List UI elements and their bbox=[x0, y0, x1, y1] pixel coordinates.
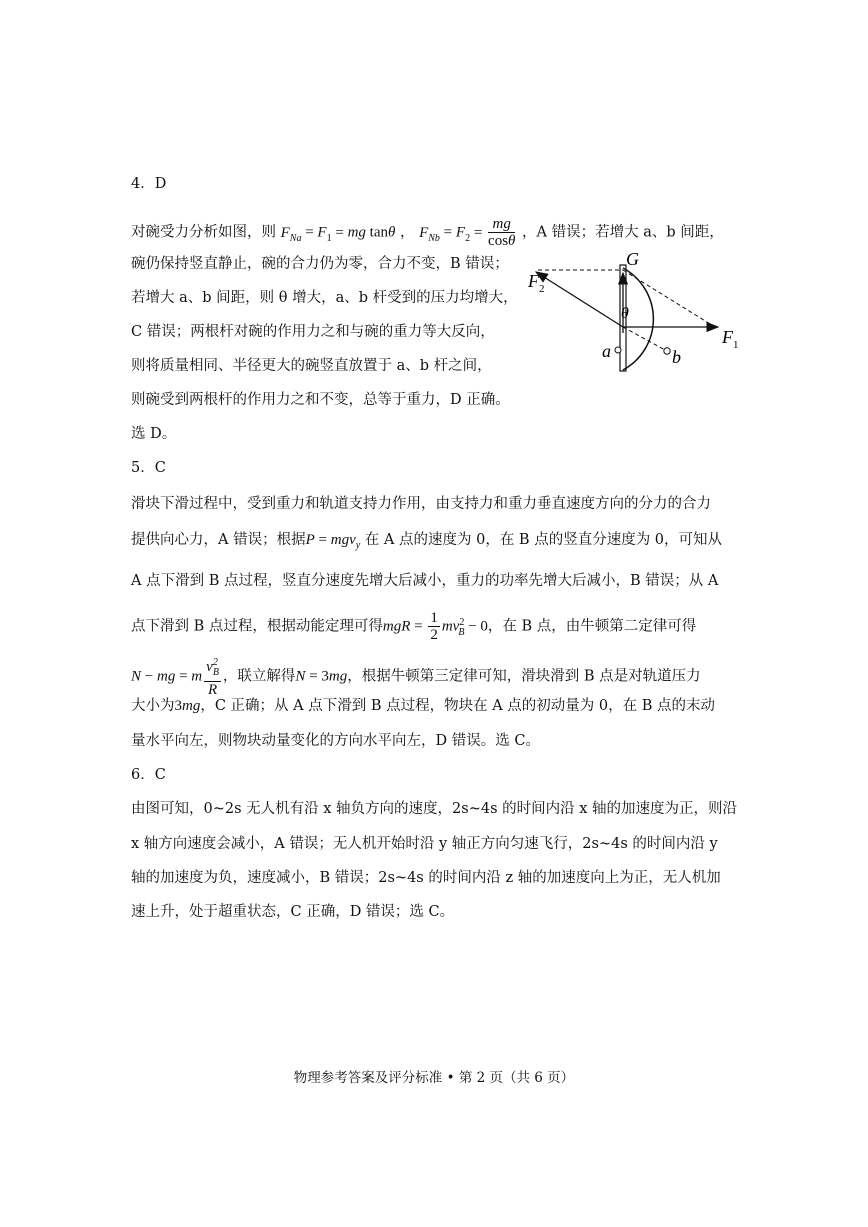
q5-line-3: A 点下滑到 B 点过程，竖直分速度先增大后减小，重力的功率先增大后减小，B 错误；从 A bbox=[131, 573, 719, 589]
q6-line-4: 速上升，处于超重状态，C 正确，D 错误；选 C。 bbox=[131, 904, 455, 920]
q6-line-1: 由图可知，0~2s 无人机有沿 x 轴负方向的速度，2s~4s 的时间内沿 x 轴的加速度为正，则沿 bbox=[131, 801, 738, 817]
point-a bbox=[615, 347, 621, 353]
q4-line-1: 对碗受力分析如图，则 $F_{Na} = F_1$ = mg tanθ ， $F_{Nb} = F_2$ = $\frac{mg}{\cos\theta}$ ，A 错误；若增大 a、b 间距， bbox=[131, 216, 724, 249]
label-a: a bbox=[602, 341, 611, 361]
label-f2: $F_2$ bbox=[528, 271, 545, 295]
q6-heading: 6．C bbox=[131, 767, 166, 783]
q5-heading: 5．C bbox=[131, 460, 166, 476]
q4-line-5: 则将质量相同、半径更大的碗竖直放置于 a、b 杆之间， bbox=[131, 358, 492, 374]
q5-line-6: 大小为3mg，C 正确；从 A 点下滑到 B 点过程，物块在 A 点的初动量为 0，在 B 点的末动 bbox=[131, 698, 716, 714]
q4-line-7: 选 D。 bbox=[131, 426, 177, 442]
dash-right bbox=[623, 270, 715, 327]
q5-line-4: 点下滑到 B 点过程，根据动能定理可得mgR = $\frac{1}{2}$ $mv^2_B - 0$，在 B 点，由牛顿第二定律可得 bbox=[131, 610, 697, 643]
page-footer: 物理参考答案及评分标准 • 第 2 页（共 6 页） bbox=[293, 1070, 575, 1086]
label-b: b bbox=[672, 347, 681, 367]
point-b bbox=[664, 348, 670, 354]
q4-line-2: 碗仍保持竖直静止，碗的合力仍为零，合力不变，B 错误； bbox=[131, 256, 509, 272]
q5-line-1: 滑块下滑过程中，受到重力和轨道支持力作用，由支持力和重力垂直速度方向的分力的合力 bbox=[131, 496, 711, 512]
f2-arrow bbox=[536, 272, 623, 327]
q6-line-3: 轴的加速度为负，速度减小，B 错误；2s~4s 的时间内沿 z 轴的加速度向上为正，无人机加 bbox=[131, 870, 721, 886]
dash-b bbox=[623, 327, 665, 350]
q5-line-7: 量水平向左，则物块动量变化的方向水平向左，D 错误。选 C。 bbox=[131, 733, 540, 749]
q5-line-5: N − mg = m $\frac{v^2_B}{R}$ ，联立解得N = 3mg，根据牛顿第三定律可知，滑块滑到 B 点是对轨道压力 bbox=[131, 657, 701, 698]
label-f1: $F_1$ bbox=[722, 327, 739, 351]
q5-line-2: 提供向心力，A 错误；根据P = mgv$_y$ 在 A 点的速度为 0，在 B 点的竖直分速度为 0，可知从 bbox=[131, 532, 723, 551]
q4-line-4: C 错误；两根杆对碗的作用力之和与碗的重力等大反向， bbox=[131, 324, 495, 340]
label-theta: θ bbox=[621, 305, 629, 322]
q4-line-3: 若增大 a、b 间距，则 θ 增大，a、b 杆受到的压力均增大， bbox=[131, 290, 518, 306]
q6-line-2: x 轴方向速度会减小，A 错误；无人机开始时沿 y 轴正方向匀速飞行，2s~4s 的时间内沿 y bbox=[131, 836, 718, 852]
q4-heading: 4．D bbox=[131, 176, 167, 192]
force-diagram bbox=[520, 245, 760, 395]
q4-line-6: 则碗受到两根杆的作用力之和不变，总等于重力，D 正确。 bbox=[131, 392, 510, 408]
label-g: G bbox=[626, 249, 639, 269]
